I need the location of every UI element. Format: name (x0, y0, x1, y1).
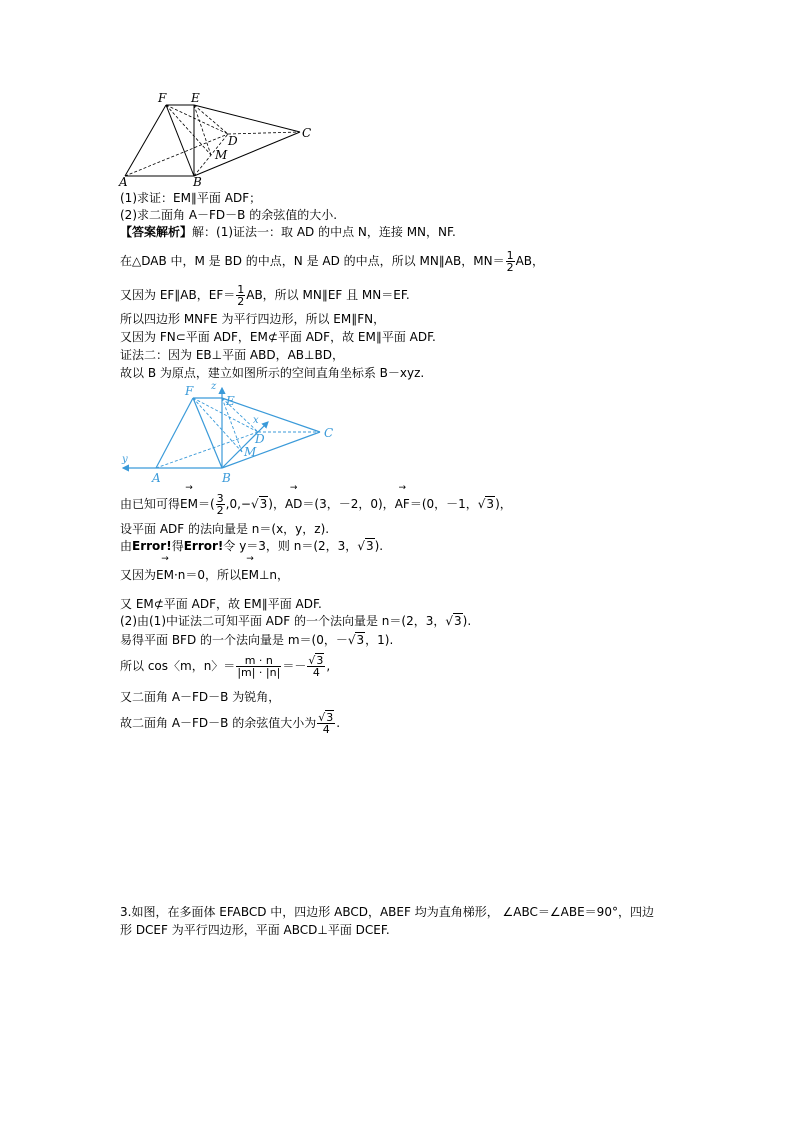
line-14: 又 EM⊄平面 ADF，故 EM∥平面 ADF. (120, 597, 322, 611)
line-15: (2)由(1)中证法二可知平面 ADF 的一个法向量是 n＝(2，3，√3). (120, 614, 472, 628)
problem-3-line-2: 形 DCEF 为平行四边形，平面 ABCD⊥平面 DCEF. (120, 923, 390, 937)
line-19: 故二面角 A－FD－B 的余弦值大小为 $\frac{√3}{4}$ . (120, 711, 341, 736)
fig1-label-A: A (119, 175, 128, 188)
fig2-label-D: D (255, 432, 265, 446)
fig2-label-C: C (324, 426, 334, 440)
line-17: 所以 cos〈m，n〉＝ $\frac{m \cdot n}{|m| \cdot |n|}$ ＝－ $\frac{√3}{4}$ , (120, 654, 331, 679)
question-1: (1)求证：EM∥平面 ADF； (120, 191, 262, 205)
line-5: 又因为 EF∥AB，EF＝ $\frac{1}{2}$ AB，所以 MN∥EF 且 MN＝EF. (120, 283, 410, 308)
line-16: 易得平面 BFD 的一个法向量是 m＝(0，－√3，1). (120, 633, 394, 647)
line-11: 设平面 ADF 的法向量是 n＝(x，y，z). (120, 522, 330, 536)
fig2-label-B: B (222, 471, 231, 485)
fig1-label-C: C (302, 126, 312, 140)
line-13: 又因为 → EM·n＝0，所以 → EM⊥n， (120, 554, 290, 582)
line-8: 证法二：因为 EB⊥平面 ABD，AB⊥BD， (120, 348, 344, 362)
line-18: 又二面角 A－FD－B 为锐角， (120, 690, 281, 704)
answer-start: 【答案解析】解：(1)证法一：取 AD 的中点 N，连接 MN，NF. (120, 225, 456, 239)
fig1-label-D: D (228, 134, 238, 148)
line-6: 所以四边形 MNFE 为平行四边形，所以 EM∥FN， (120, 312, 386, 326)
fig2-label-x: x (253, 415, 259, 426)
figure-2-coordinate-system (118, 380, 340, 486)
fig2-label-F: F (185, 384, 194, 398)
fig1-label-B: B (193, 175, 202, 188)
fig1-label-F: F (158, 92, 167, 105)
line-9: 故以 B 为原点，建立如图所示的空间直角坐标系 B－xyz. (120, 366, 425, 380)
fig2-label-z: z (211, 381, 217, 392)
line-7: 又因为 FN⊂平面 ADF，EM⊄平面 ADF，故 EM∥平面 ADF. (120, 330, 436, 344)
problem-3-line-1: 3.如图，在多面体 EFABCD 中，四边形 ABCD，ABEF 均为直角梯形， ∠ABC＝∠ABE＝90°，四边 (120, 905, 654, 919)
fig1-label-E: E (191, 92, 200, 105)
line-4: 在△DAB 中，M 是 BD 的中点，N 是 AD 的中点，所以 MN∥AB，MN＝ $\frac{1}{2}$ AB， (120, 249, 545, 274)
fig2-label-A: A (152, 471, 161, 485)
line-10: 由已知可得 → EM＝( $\frac{3}{2}$ ,0,−√3)， → AD＝(3，－2，0)， → AF＝(0，－1，√3)， (120, 483, 512, 517)
answer-label: 【答案解析】 (120, 225, 193, 239)
line-12: 由Error!得Error!令 y＝3，则 n＝(2，3，√3). (120, 539, 384, 553)
figure-1-polyhedron (118, 92, 318, 188)
question-2: (2)求二面角 A－FD－B 的余弦值的大小. (120, 208, 338, 222)
fig1-label-M: M (215, 148, 228, 162)
fig2-label-y: y (122, 454, 128, 465)
fig2-label-E: E (226, 394, 235, 408)
fig2-label-M: M (244, 445, 257, 459)
